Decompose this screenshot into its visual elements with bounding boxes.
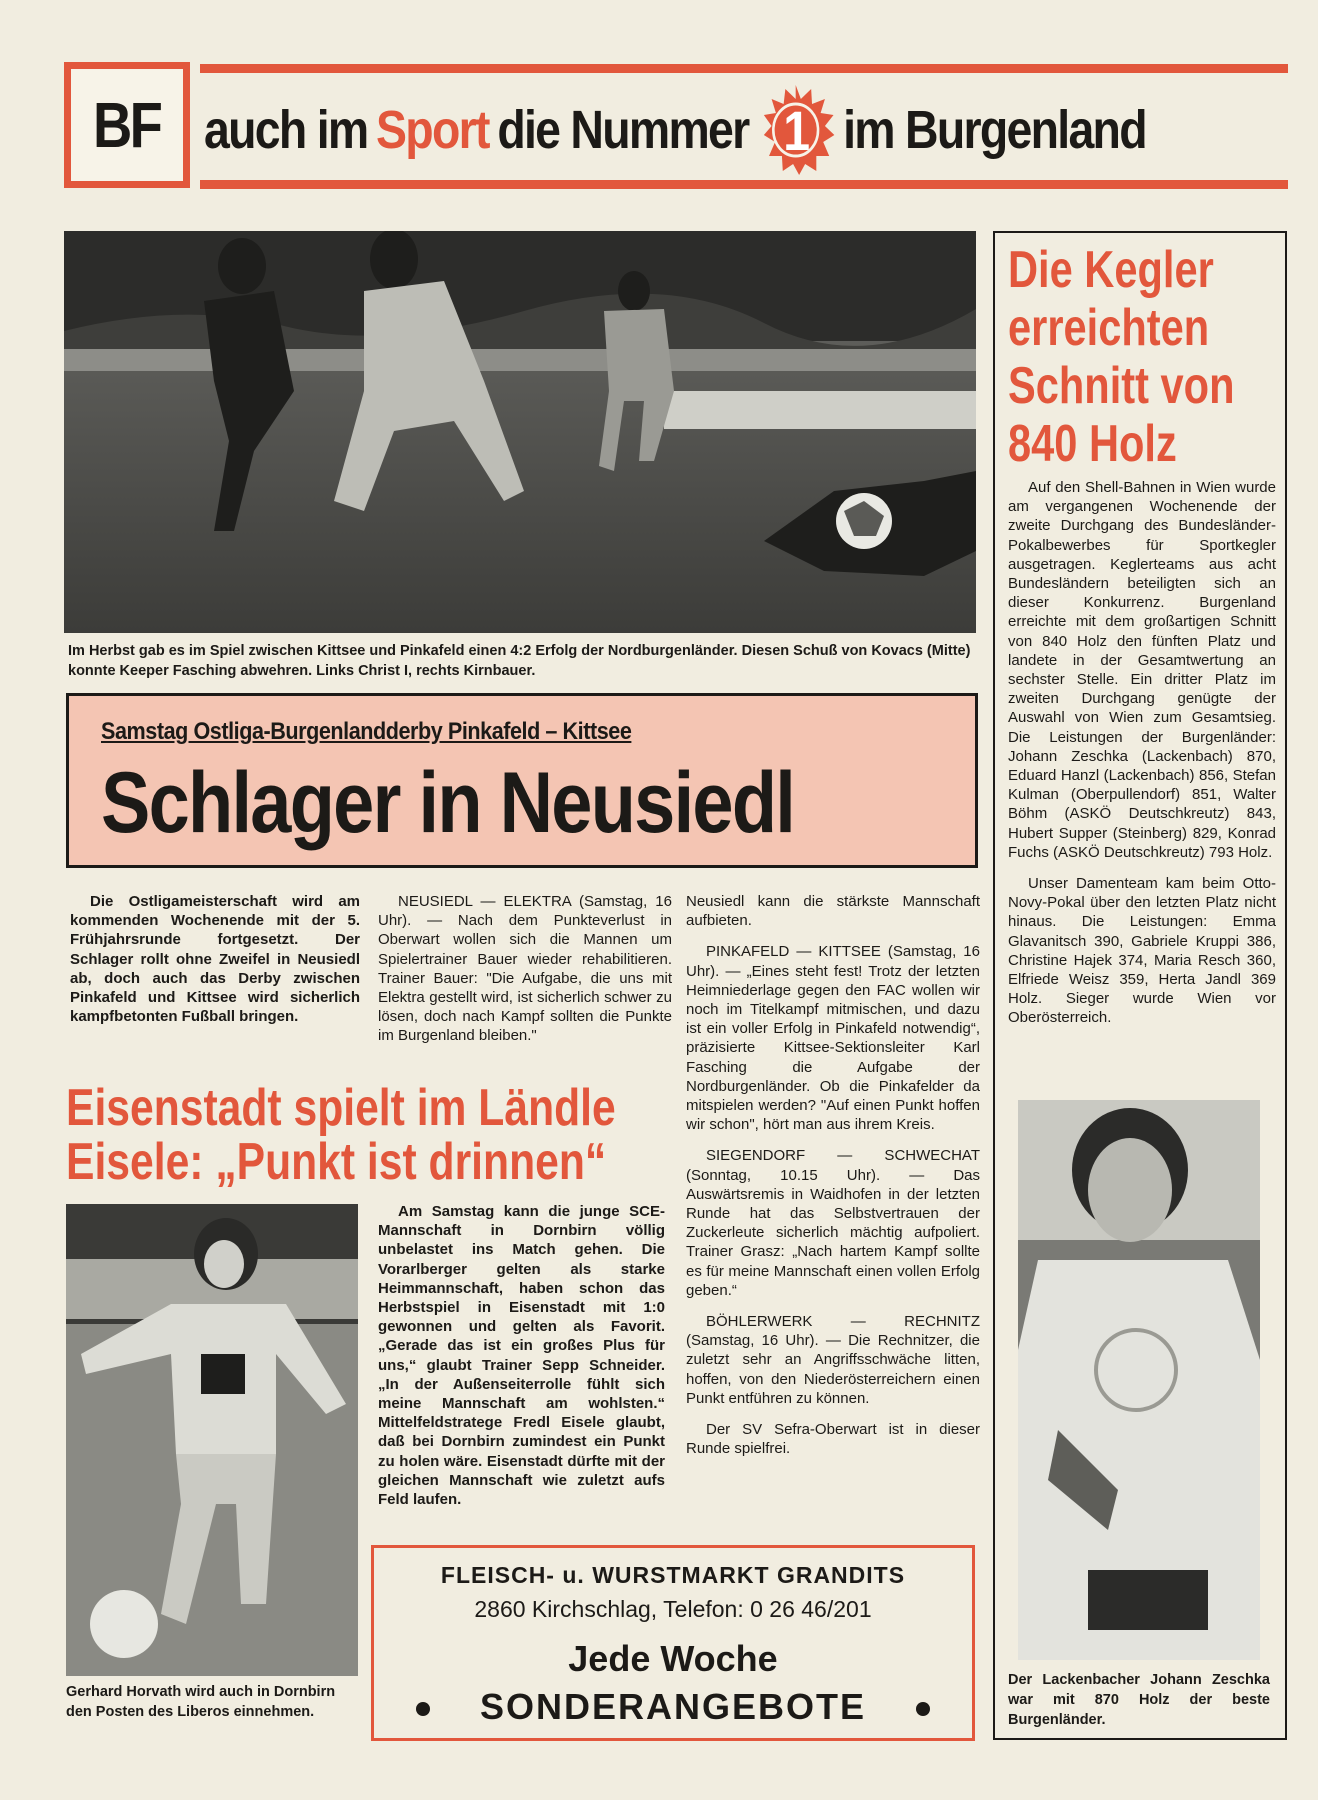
- masthead-top-rule: [200, 64, 1288, 73]
- kegler-p1: Auf den Shell-Bahnen in Wien wurde am vergangenen Wochenende der zweite Durchgang des Bundesländer-Pokalbewerbes für Sportkegler ausgetragen. Keglerteams aus acht Bundesländern beteiligten sich an dieser Konkurrenz. Burgenland erreichte mit dem großartigen Schnitt von 840 Holz den fünften Platz und landete in der Gesamtwertung an sechster Stelle. Ein dritter Platz im zweiten Durchgang genügte der Auswahl von Wien zum Gesamtsieg. Die Leistungen der Burgenländer: Johann Zeschka (Lackenbach) 870, Eduard Hanzl (Lackenbach) 856, Stefan Kulman (Oberpullendorf) 851, Walter Böhm (ASKÖ Deutschkreutz) 843, Hubert Supper (Steinberg) 829, Konrad Fuchs (ASKÖ Deutschkreutz) 793 Holz.: [1008, 479, 1276, 861]
- top-match-photo: [64, 231, 976, 633]
- zeschka-photo: [1018, 1100, 1260, 1660]
- masthead-bottom-rule: [200, 180, 1288, 189]
- derby-headline: Schlager in Neusiedl: [101, 755, 795, 851]
- derby-headline-box: [66, 693, 978, 868]
- derby-column-3-p4: BÖHLERWERK — RECHNITZ (Samstag, 16 Uhr). — Die Rechnitzer, die zuletzt sehr an Angriffsschwäche litten, hoffen, von den Niederösterreichern einen Punkt entführen zu können.: [686, 1313, 980, 1407]
- badge-number: 1: [783, 98, 809, 162]
- horvath-caption: Gerhard Horvath wird auch in Dornbirn den Posten des Liberos einnehmen.: [66, 1684, 336, 1720]
- kegler-headline-1: Die Kegler: [1008, 241, 1214, 299]
- kegler-headline-3: Schnitt von: [1008, 357, 1235, 415]
- slogan-sport: Sport: [376, 100, 489, 160]
- kegler-body: [1008, 478, 1276, 1040]
- bf-logo[interactable]: [64, 62, 190, 188]
- eisenstadt-headline-2: Eisele: „Punkt ist drinnen“: [66, 1133, 607, 1191]
- derby-subtitle: Samstag Ostliga-Burgenlandderby Pinkafeld – Kittsee: [101, 718, 632, 745]
- ad-company: FLEISCH- u. WURSTMARKT GRANDITS: [440, 1562, 906, 1588]
- derby-column-3-p2: PINKAFELD — KITTSEE (Samstag, 16 Uhr). — „Eines steht fest! Trotz der letzten Heimniederlage gegen den FAC wollen wir noch im Titelkampf mitmischen, und dazu ist ein voller Erfolg in Pinkafeld notwendig“, präzisierte Kittsee-Sektionsleiter Karl Fasching die Aufgabe der Nordburgenländer. Ob die Pinkafelder da mitspielen werden? "Auf einen Punkt hoffen wir schon", hört man aus ihrem Kreis.: [686, 943, 980, 1134]
- masthead-slogan: [204, 90, 1146, 170]
- eisenstadt-headline-1: Eisenstadt spielt im Ländle: [66, 1079, 616, 1137]
- derby-column-2-text: NEUSIEDL — ELEKTRA (Samstag, 16 Uhr). — Nach dem Punkteverlust in Oberwart wollen sich die Mannen um Spielertrainer Bauer wieder rehabilitieren. Trainer Bauer: "Die Aufgabe, die uns mit Elektra gestellt wird, ist sicherlich schwer zu lösen, doch nach Kampf sollten die Punkte im Burgenland bleiben.": [378, 893, 672, 1045]
- top-photo-caption: Im Herbst gab es im Spiel zwischen Kittsee und Pinkafeld einen 4:2 Erfolg der Nordburgenländer. Diesen Schuß von Kovacs (Mitte) konnte Keeper Fasching abwehren. Links Christ I, rechts Kirnbauer.: [68, 643, 971, 679]
- kegler-headline-2: erreichten: [1008, 299, 1210, 357]
- slogan-middle: die Nummer: [497, 100, 749, 160]
- ad-offers: SONDERANGEBOTE: [479, 1686, 867, 1727]
- bf-logo-text: BF: [93, 89, 161, 161]
- grandits-advertisement[interactable]: [371, 1545, 975, 1741]
- derby-column-3-p3: SIEGENDORF — SCHWECHAT (Sonntag, 10.15 Uhr). — Das Auswärtsremis in Waidhofen in der letzten Runde hat das Selbstvertrauen der Zuckerleute sicherlich mächtig aufpoliert. Trainer Grasz: „Nach hartem Kampf sollte es für meine Mannschaft einen vollen Erfolg geben.“: [686, 1147, 980, 1299]
- derby-intro: Die Ostligameisterschaft wird am kommenden Wochenende mit der 5. Frühjahrsrunde fortgesetzt. Der Schlager rollt ohne Zweifel in Neusiedl ab, doch auch das Derby zwischen Pinkafeld und Kittsee wird sicherlich kampfbetonten Fußball bringen.: [70, 893, 360, 1026]
- kegler-headline-4: 840 Holz: [1008, 415, 1177, 473]
- number-one-badge: [757, 85, 834, 175]
- eisenstadt-body: Am Samstag kann die junge SCE-Mannschaft in Dornbirn völlig unbelastet ins Match gehen. Die Vorarlberger gelten als starke Heimmannschaft, haben schon das Herbstspiel in Eisenstadt mit 1:0 gewonnen und gelten als Favorit. „Gerade das ist ein großes Plus für uns,“ glaubt Trainer Sepp Schneider. „In der Außenseiterrolle fühlt sich meine Mannschaft am wohlsten.“ Mittelfeldstratege Fredl Eisele glaubt, daß bei Dornbirn zumindest ein Punkt zu holen wäre. Eisenstadt dürfte mit der gleichen Mannschaft wie zuletzt aufs Feld laufen.: [378, 1203, 665, 1509]
- zeschka-caption: Der Lackenbacher Johann Zeschka war mit 870 Holz der beste Burgenländer.: [1008, 1672, 1270, 1728]
- ad-address: 2860 Kirchschlag, Telefon: 0 26 46/201: [474, 1596, 872, 1622]
- derby-column-3: [686, 892, 980, 1470]
- kegler-p2: Unser Damenteam kam beim Otto-Novy-Pokal über den letzten Platz nicht hinaus. Die Leistungen: Emma Glavanitsch 390, Gabriele Kruppi 386, Christine Hajek 374, Maria Resch 360, Elfriede Weisz 359, Herta Jandl 369 Holz. Sieger wurde Wien vor Oberösterreich.: [1008, 875, 1276, 1027]
- derby-column-2: [378, 892, 672, 1058]
- derby-column-3-p1: Neusiedl kann die stärkste Mannschaft aufbieten.: [686, 893, 980, 930]
- horvath-photo: [66, 1204, 358, 1676]
- ad-bullet-right: [916, 1702, 930, 1716]
- derby-column-3-p5: Der SV Sefra-Oberwart ist in dieser Runde spielfrei.: [686, 1421, 980, 1458]
- ad-weekly: Jede Woche: [568, 1638, 778, 1679]
- slogan-after: im Burgenland: [843, 100, 1146, 160]
- slogan-before: auch im: [204, 100, 368, 160]
